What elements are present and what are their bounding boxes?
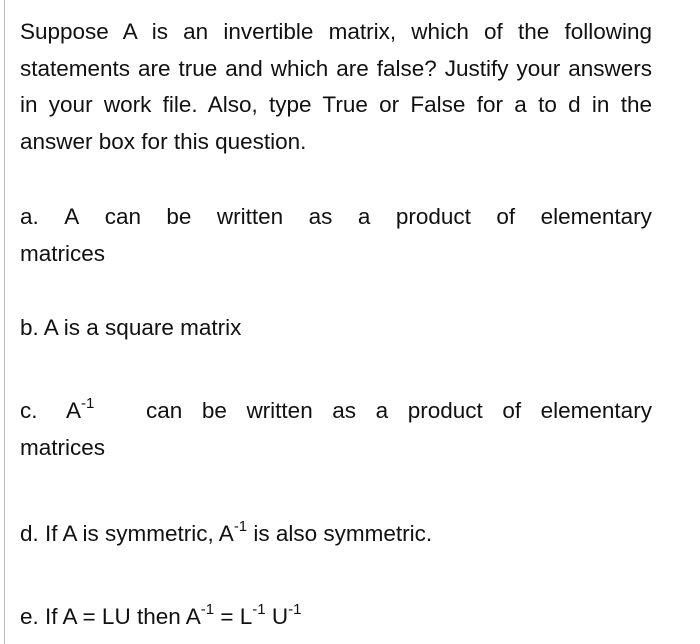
inverse-exponent: -1 [81,394,95,412]
statement-a-word: elementary [540,204,652,229]
statement-c-word: written [246,398,313,423]
statement-a-label: a. [20,204,39,229]
statement-c-line-1 [20,392,652,429]
statement-a-word: be [166,204,192,229]
statement-a-word: can [104,204,141,229]
statement-e-u: U [265,604,289,629]
statement-a-line-1 [20,198,652,235]
statement-c-word: can [146,398,183,423]
statement-c-word: of [502,398,522,423]
statement-c-inverse [66,392,146,429]
statement-c-line-2: matrices [20,435,106,460]
statement-a-word: of [496,204,516,229]
statement-d-text-end: is also symmetric. [247,521,433,546]
statement-c [20,392,652,466]
statement-e [20,598,301,635]
statement-a-word: A [64,204,80,229]
statement-a-word: a [357,204,371,229]
left-border [4,0,5,644]
statement-d [20,515,432,552]
statement-b: b. A is a square matrix [20,315,242,340]
statement-c-words [146,392,652,429]
statement-e-text: e. If A = LU then A [20,604,201,629]
statement-c-word: as [332,398,357,423]
statement-e-equals-l: = L [214,604,253,629]
inverse-exponent: -1 [252,600,266,618]
statement-a-word: written [216,204,284,229]
inverse-exponent: -1 [288,600,302,618]
matrix-a: A [66,398,82,423]
statement-a-word: as [308,204,333,229]
question-intro: Suppose A is an invertible matrix, which of the following statements are true and which are false? Justify your answers in your work file. Also, type True or False for a to d in the answer box for this question. [20,19,652,154]
statement-c-label: c. [20,398,38,423]
statement-c-word: be [201,398,227,423]
statement-a [20,198,652,272]
statement-c-word: product [407,398,483,423]
statement-c-word: elementary [540,398,652,423]
inverse-exponent: -1 [200,600,215,618]
statement-d-text: d. If A is symmetric, A [20,521,234,546]
statement-c-word: a [375,398,389,423]
inverse-exponent: -1 [233,517,248,535]
statement-a-line-2: matrices [20,241,106,266]
statement-a-word: product [395,204,471,229]
